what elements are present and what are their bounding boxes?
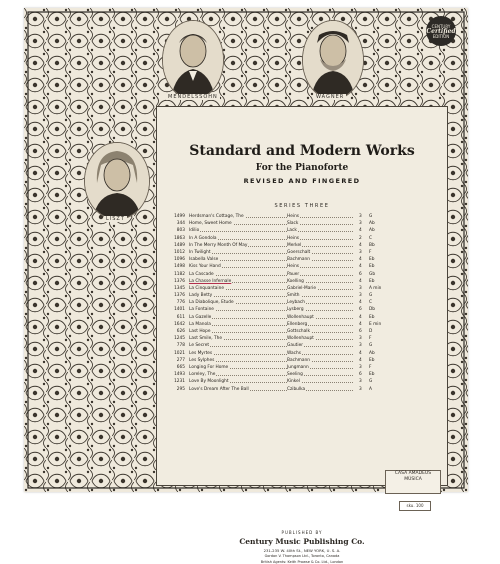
work-title: La Cascade [189, 271, 214, 277]
work-key: G [369, 379, 373, 385]
list-item [163, 256, 433, 263]
work-title: La Diabolique, Etude [189, 300, 234, 306]
work-number: 295 [163, 386, 186, 393]
mendelssohn-caption: MENDELSSOHN [168, 94, 218, 100]
work-key: Db [369, 307, 376, 313]
work-composer: Heins [287, 214, 300, 219]
work-composer: Smith [287, 293, 300, 299]
leader-dots [189, 346, 353, 347]
work-title: La Cinquantaine [189, 285, 224, 291]
work-number: 1376 [163, 278, 186, 285]
work-number: 1863 [163, 235, 186, 242]
work-composer: Gabriel-Marie [287, 285, 316, 291]
work-title: Lady Betty [189, 293, 213, 299]
work-title: La Gazelle [189, 314, 212, 320]
work-number: 665 [163, 364, 186, 371]
work-grade: 3 [359, 386, 362, 392]
work-grade: 3 [359, 379, 362, 385]
work-composer: Heins [287, 264, 300, 270]
work-title: Isabella Valse [189, 257, 219, 263]
leader-dots [189, 325, 353, 326]
work-composer: Pauer [287, 271, 300, 277]
work-key: C [369, 300, 373, 306]
work-grade: 3 [359, 221, 362, 227]
leader-dots [189, 231, 353, 232]
list-item [163, 357, 433, 364]
work-key: C [369, 235, 373, 241]
list-item [163, 321, 433, 328]
list-item [163, 350, 433, 357]
work-title: Kiss Your Hand [189, 264, 221, 270]
list-item [163, 299, 433, 306]
work-title: In The Merry Month Of May [189, 242, 248, 248]
list-item [163, 314, 433, 321]
work-number: 626 [163, 328, 186, 335]
century-edition-logo [426, 16, 456, 46]
work-key: Eb [369, 357, 375, 363]
publisher-name: Century Music Publishing Co. [239, 537, 365, 546]
logo-bottom-text: EDITION [432, 33, 450, 39]
work-title: Idilio [189, 228, 200, 234]
stamp-line-1: CASA AMADEUS [394, 471, 432, 476]
shop-stamp [385, 470, 441, 494]
subtitle-revised: REVISED AND FINGERED [243, 177, 361, 185]
work-number: 1021 [163, 350, 186, 357]
work-grade: 3 [359, 364, 362, 370]
publisher-agent-britain: British Agents: Keith Prowse & Co. Ltd., London [260, 560, 344, 564]
list-item [163, 235, 433, 242]
work-number: 1401 [163, 306, 186, 313]
work-key: Eb [369, 314, 375, 320]
work-number: 1012 [163, 249, 186, 256]
work-composer: Slack [287, 221, 299, 227]
work-grade: 4 [359, 350, 362, 356]
list-item [163, 371, 433, 378]
work-composer: Bachmann [287, 357, 310, 363]
work-key: E min [369, 321, 382, 327]
work-composer: Leybach [287, 300, 305, 306]
work-number: 344 [163, 220, 186, 227]
title-panel [156, 106, 448, 564]
work-title: In A Gondola [189, 235, 217, 241]
work-grade: 4 [359, 264, 362, 270]
work-key: F [369, 249, 372, 255]
work-number: 1493 [163, 371, 186, 378]
work-composer: Seeling [287, 372, 303, 378]
price-tag: sku. 100 [399, 501, 431, 511]
list-item [163, 213, 433, 220]
work-key: Ab [369, 228, 375, 234]
work-composer: Kinkel [287, 379, 300, 385]
page-title: Standard and Modern Works [189, 143, 415, 159]
work-composer: Gottschalk [287, 329, 310, 334]
work-title: La Fontaine [189, 307, 214, 313]
work-composer: Gautier [287, 343, 303, 349]
work-title: Longing For Home [189, 364, 229, 370]
work-title: Les Myrtes [189, 350, 213, 356]
series-heading: SERIES THREE [274, 203, 330, 209]
list-item [163, 328, 433, 335]
work-grade: 3 [359, 336, 362, 342]
liszt-caption: LISZT [106, 216, 125, 222]
work-key: Eb [369, 278, 375, 284]
work-key: G [369, 293, 373, 299]
work-title: In Twilight [189, 249, 211, 255]
portrait-image [163, 21, 223, 99]
logo-top-text: CENTURY [431, 23, 451, 29]
list-item [163, 292, 433, 299]
work-grade: 6 [359, 372, 362, 378]
list-item [163, 220, 433, 227]
work-number: 1642 [163, 321, 186, 328]
work-number: 277 [163, 357, 186, 364]
work-key: G [369, 214, 373, 219]
work-key: Ab [369, 221, 375, 227]
work-number: 611 [163, 314, 186, 321]
work-grade: 3 [359, 293, 362, 299]
leader-dots [189, 332, 353, 333]
work-number: 776 [163, 299, 186, 306]
works-list [163, 213, 433, 393]
work-title: Le Secret [189, 343, 210, 349]
list-item [163, 271, 433, 278]
work-composer: Ellenberg [287, 321, 308, 327]
work-grade: 3 [359, 343, 362, 349]
list-item [163, 306, 433, 313]
work-grade: 4 [359, 300, 362, 306]
work-key: Eb [369, 257, 375, 263]
work-key: Gb [369, 271, 376, 277]
logo-middle-text: Certified [426, 27, 456, 35]
work-grade: 3 [359, 214, 362, 219]
list-item [163, 378, 433, 385]
work-grade: 3 [359, 285, 362, 291]
work-grade: 4 [359, 257, 362, 263]
work-grade: 6 [359, 307, 362, 313]
work-composer: Czibulka [287, 386, 306, 392]
list-item [163, 386, 433, 393]
work-grade: 2 [359, 235, 362, 241]
list-item [163, 285, 433, 292]
stamp-line-2: MÚSICA [404, 477, 422, 482]
work-key: F [369, 336, 372, 342]
liszt-portrait [84, 142, 150, 220]
work-grade: 4 [359, 242, 362, 248]
work-key: Eb [369, 372, 375, 378]
work-grade: 4 [359, 314, 362, 320]
work-title: Herdsman's Cottage, The [189, 214, 244, 219]
work-number: 1245 [163, 335, 186, 342]
work-composer: Merkel [287, 242, 302, 248]
mendelssohn-portrait [162, 20, 224, 100]
work-grade: 4 [359, 321, 362, 327]
leader-dots [189, 354, 353, 355]
work-title: Last Hope [189, 329, 211, 334]
subtitle: For the Pianoforte [255, 163, 349, 173]
sheet-music-cover [24, 8, 468, 564]
work-grade: 4 [359, 357, 362, 363]
leader-dots [189, 253, 353, 254]
list-item [163, 263, 433, 270]
work-title: Love's Dream After The Ball [189, 386, 249, 392]
work-grade: 4 [359, 228, 362, 234]
work-composer: Lysberg [287, 307, 304, 313]
work-number: 1182 [163, 271, 186, 278]
leader-dots [189, 318, 353, 319]
list-item [163, 335, 433, 342]
work-number: 1499 [163, 213, 186, 220]
leader-dots [189, 296, 353, 297]
work-title: La Chasse Infernale [189, 278, 232, 284]
work-title: La Manola [189, 321, 211, 327]
wagner-caption: WAGNER [316, 94, 345, 100]
list-item [163, 227, 433, 234]
wagner-portrait [302, 20, 364, 100]
published-by: PUBLISHED BY [281, 530, 323, 535]
work-title: Loreley, The [189, 372, 216, 378]
work-key: A [369, 386, 372, 392]
work-title: Love By Moonlight [189, 379, 229, 385]
work-key: G [369, 343, 373, 349]
publisher-address: 231-235 W. 40th St., NEW YORK, U. S. A. [263, 548, 341, 553]
work-composer: Wollenhaupt [287, 314, 314, 320]
work-number: 1231 [163, 378, 186, 385]
work-number: 1345 [163, 285, 186, 292]
work-number: 1096 [163, 256, 186, 263]
list-item [163, 278, 433, 285]
list-item [163, 342, 433, 349]
work-composer: Lack [287, 228, 297, 234]
work-composer: Wachs [287, 350, 301, 356]
publisher-agent-canada: Gordon V. Thompson Ltd., Toronto, Canada [264, 554, 340, 558]
work-grade: 6 [359, 329, 362, 334]
work-composer: Heins [287, 235, 300, 241]
portrait-image [303, 21, 363, 99]
work-number: 1498 [163, 263, 186, 270]
list-item [163, 242, 433, 249]
work-grade: 4 [359, 278, 362, 284]
work-number: 778 [163, 342, 186, 349]
list-item [163, 364, 433, 371]
work-composer: Jungmann [287, 364, 309, 370]
work-key: Bb [369, 242, 375, 248]
work-composer: Koelling [287, 278, 304, 284]
work-key: Ab [369, 350, 375, 356]
work-title: Home, Sweet Home [189, 221, 232, 227]
work-composer: Wollenhaupt [287, 336, 314, 342]
work-composer: Bachmann [287, 257, 310, 263]
work-title: Les Sylphes [189, 357, 215, 363]
work-number: 1489 [163, 242, 186, 249]
work-key: F [369, 364, 372, 370]
work-grade: 3 [359, 249, 362, 255]
work-key: D [369, 329, 373, 334]
list-item [163, 249, 433, 256]
portrait-image [85, 143, 149, 219]
work-number: 803 [163, 227, 186, 234]
work-key: Eb [369, 264, 375, 270]
work-title: Last Smile, The [189, 336, 222, 342]
work-grade: 6 [359, 271, 362, 277]
work-number: 1376 [163, 292, 186, 299]
work-key: A min [369, 285, 382, 291]
work-composer: Goerschalt [287, 249, 311, 255]
